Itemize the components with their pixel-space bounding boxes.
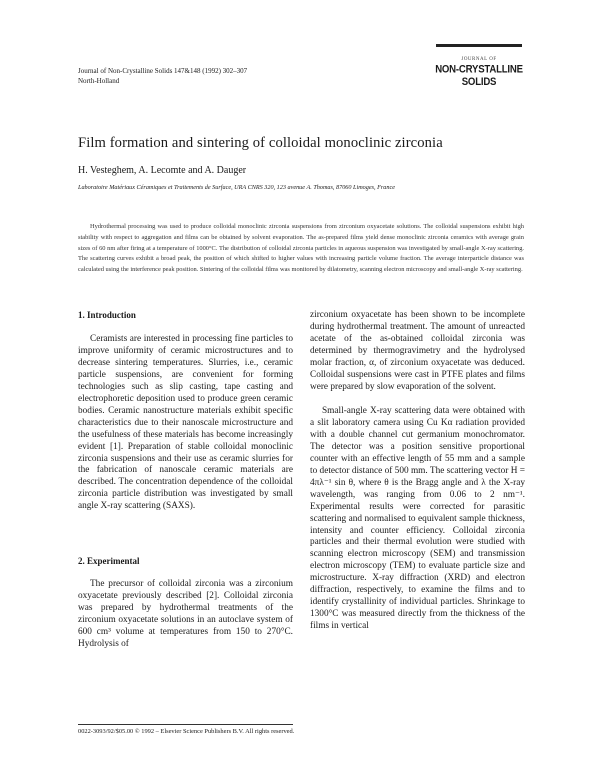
- journal-logo-rule: [436, 44, 522, 47]
- copyright-notice: 0022-3093/92/$05.00 © 1992 – Elsevier Science Publishers B.V. All rights reserved.: [78, 728, 295, 735]
- section-heading-introduction: 1. Introduction: [78, 310, 136, 320]
- section-heading-experimental: 2. Experimental: [78, 556, 140, 566]
- footer-rule: [78, 724, 293, 725]
- article-title: Film formation and sintering of colloidal monoclinic zirconia: [78, 135, 443, 151]
- journal-reference: Journal of Non-Crystalline Solids 147&148 (1992) 302–307: [78, 67, 248, 75]
- introduction-paragraph: Ceramists are interested in processing fine particles to improve uniformity of ceramic microstructures and to decrease sintering temperatures. Slurries, i.e., ceramic particle suspensions, are convenient for forming technologies such as slip casting, tape casting and electrophoretic deposition used to produce green ceramic bodies. Ceramic nanostructure materials exhibit specific characteristics due to their nanoscale microstructure and the usefulness of these materials has become increasingly evident [1]. Preparation of stable colloidal monoclinic zirconia suspensions and their use as ceramic slurries for the fabrication of nanoscale ceramic materials are described. The concentration dependence of the colloidal zirconia particle distribution was investigated by small angle X-ray scattering (SAXS).: [78, 334, 293, 512]
- right-column-paragraph-1: zirconium oxyacetate has been shown to be incomplete during hydrothermal treatment. The amount of unreacted acetate of the as-obtained colloidal zirconia was determined by thermogravimetry and the hydrolysed molar fraction, α, of zirconium oxyacetate was deduced. Colloidal suspensions were cast in PTFE plates and films were prepared by slow evaporation of the solvent.: [310, 310, 525, 392]
- right-column-paragraph-2: Small-angle X-ray scattering data were obtained with a slit laboratory camera using Cu Kα radiation provided with a double channel cut germanium monochromator. The detector was a position sensitive proportional counter with an effective length of 55 mm and a sample to detector distance of 500 mm. The scattering vector H = 4πλ⁻¹ sin θ, where θ is the Bragg angle and λ the X-ray wavelength, was ranging from 0.06 to 2 nm⁻¹. Experimental results were corrected for parasitic scattering and normalised to equivalent sample thickness, intensity and counter efficiency. Colloidal zirconia particles and their thermal evolution were studied with scanning electron microscopy (SEM) and transmission electron microscopy (TEM) to evaluate particle size and microstructure. X-ray diffraction (XRD) and electron diffraction, respectively, to examine the films and to identify crystallinity of individual particles. Shrinkage to 1300°C was measured directly from the thickness of the films in vertical: [310, 406, 525, 632]
- author-affiliation: Laboratoire Matériaux Céramiques et Traitements de Surface, URA CNRS 320, 123 avenue A. Thomas, 87060 Limoges, France: [78, 184, 395, 191]
- abstract: Hydrothermal processing was used to produce colloidal monoclinic zirconia suspensions from zirconium oxyacetate solutions. The colloidal suspensions exhibit high stability with respect to aggregation and films can be obtained by solvent evaporation. The as-prepared films yield dense monoclinic zirconia ceramics with average grain sizes of 60 nm after firing at a temperature of 1000°C. The distribution of colloidal zirconia particles in aqueous suspension was investigated by small-angle X-ray scattering. The scattering curves exhibit a broad peak, the position of which shifted to higher values with increasing particle volume fraction. The average interparticle distance was calculated using the interference peak position. Sintering of the colloidal films was monitored by dilatometry, scanning electron microscopy and small-angle X-ray scattering.: [78, 223, 524, 274]
- experimental-paragraph: The precursor of colloidal zirconia was a zirconium oxyacetate previously described [2]. Colloidal zirconia was prepared by hydrothermal treatments of the zirconium oxyacetate solutions in an autoclave system of 600 cm³ volume at temperatures from 150 to 270°C. Hydrolysis of: [78, 579, 293, 649]
- journal-logo: NON-CRYSTALLINE SOLIDS: [435, 63, 523, 89]
- publisher-name: North-Holland: [78, 77, 120, 85]
- article-authors: H. Vesteghem, A. Lecomte and A. Dauger: [78, 165, 247, 176]
- journal-logo-small-text: JOURNAL OF: [461, 57, 497, 62]
